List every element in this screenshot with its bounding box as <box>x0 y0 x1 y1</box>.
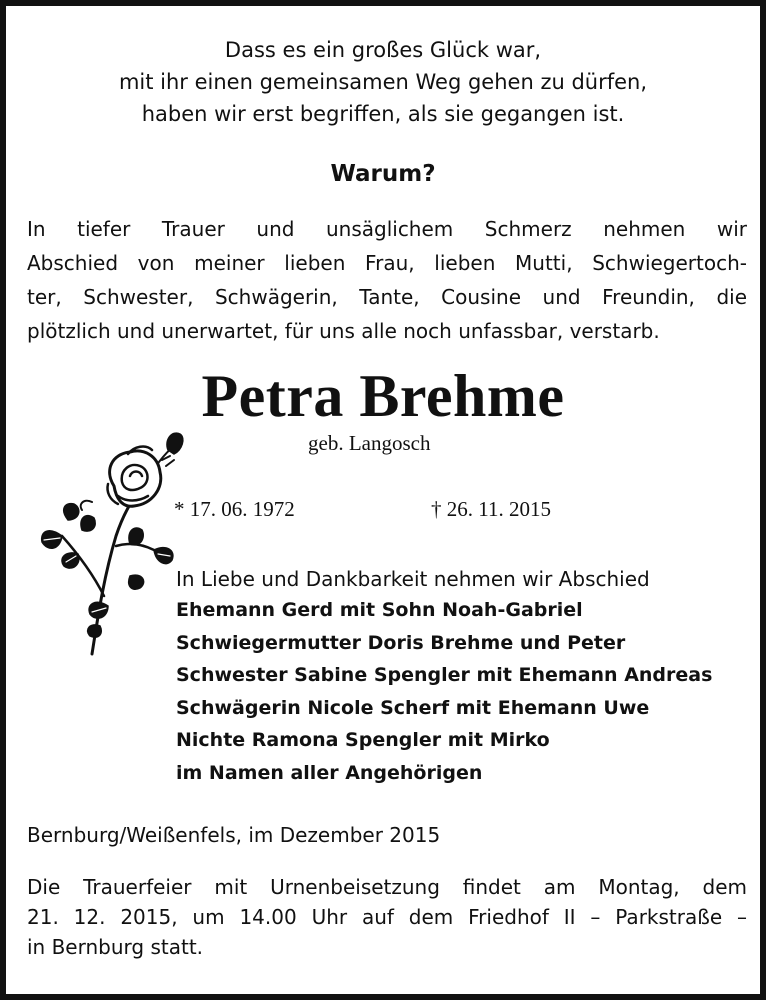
intro-line: In tiefer Trauer und unsäglichem Schmerz nehmen wir <box>27 217 747 241</box>
question-heading: Warum? <box>330 161 436 187</box>
maiden-name: geb. Langosch <box>308 431 431 455</box>
rose-icon <box>34 426 194 656</box>
deceased-name: Petra Brehme <box>201 363 565 429</box>
poem <box>6 34 760 130</box>
mourner-line: Schwiegermutter Doris Brehme und Peter <box>176 631 626 654</box>
poem-line: haben wir erst begriffen, als sie gegangen ist. <box>141 102 625 126</box>
service-line: Die Trauerfeier mit Urnenbeisetzung findet am Montag, dem <box>27 875 747 899</box>
intro-line: Abschied von meiner lieben Frau, lieben Mutti, Schwiegertoch- <box>27 251 747 275</box>
farewell-line: In Liebe und Dankbarkeit nehmen wir Abschied <box>176 567 650 591</box>
death-date: † 26. 11. 2015 <box>431 497 551 521</box>
intro-line: plötzlich und unerwartet, für uns alle noch unfassbar, verstarb. <box>27 319 660 343</box>
intro-line: ter, Schwester, Schwägerin, Tante, Cousine und Freundin, die <box>27 285 747 309</box>
funeral-service-info <box>27 872 747 962</box>
mourner-line: im Namen aller Angehörigen <box>176 761 483 784</box>
mourner-line: Nichte Ramona Spengler mit Mirko <box>176 729 550 751</box>
place-date: Bernburg/Weißenfels, im Dezember 2015 <box>27 823 441 847</box>
service-line: in Bernburg statt. <box>27 935 204 959</box>
mourner-line: Ehemann Gerd mit Sohn Noah-Gabriel <box>176 599 583 621</box>
poem-line: Dass es ein großes Glück war, <box>224 38 542 62</box>
poem-line: mit ihr einen gemeinsamen Weg gehen zu dürfen, <box>118 70 648 94</box>
mourner-line: Schwägerin Nicole Scherf mit Ehemann Uwe <box>176 696 650 719</box>
birth-date: * 17. 06. 1972 <box>174 497 295 521</box>
mourners-list <box>176 594 712 789</box>
mourner-line: Schwester Sabine Spengler mit Ehemann Andreas <box>176 664 713 686</box>
intro-paragraph <box>27 212 747 348</box>
service-line: 21. 12. 2015, um 14.00 Uhr auf dem Friedhof II – Parkstraße – <box>27 905 747 929</box>
